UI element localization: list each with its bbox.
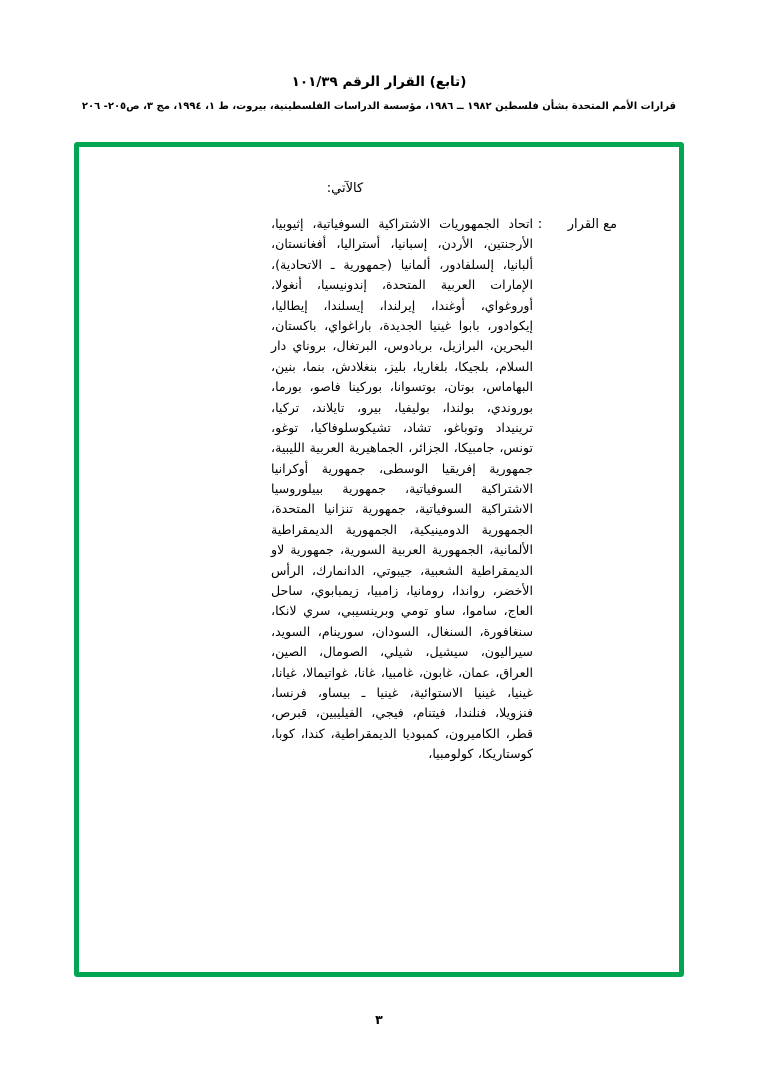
lead-line — [119, 181, 639, 196]
frame-inner — [79, 147, 679, 972]
content-frame — [74, 142, 684, 977]
entry-label: مع القرار — [567, 217, 617, 232]
country-list: اتحاد الجمهوريات الاشتراكية السوفياتية، إثيوبيا، الأرجنتين، الأردن، إسبانيا، أستراليا، أفغانستان، ألبانيا، إلسلفادور، ألمانيا (جمهورية ـ الاتحادية)، الإمارات العربية المتحدة، إندونيسيا، أنغولا، أوروغواي، أوغندا، إيرلندا، إيسلندا، إيطاليا، إيكوادور، بابوا غينيا الجديدة، باراغواي، باكستان، البحرين، البرازيل، بربادوس، البرتغال، بروناي دار السلام، بلجيكا، بلغاريا، بليز، بنغلادش، بنما، بنين، البهاماس، بوتان، بوتسوانا، بوركينا فاصو، بورما، بوروندي، بولندا، بوليفيا، بيرو، تايلاند، تركيا، ترينيداد وتوباغو، تشاد، تشيكوسلوفاكيا، توغو، تونس، جامبيكا، الجزائر، الجماهيرية العربية الليبية، جمهورية إفريقيا الوسطى، جمهورية أوكرانيا الاشتراكية السوفياتية، جمهورية بييلوروسيا الاشتراكية السوفياتية، جمهورية تنزانيا المتحدة، الجمهورية الدومينيكية، الجمهورية الديمقراطية الألمانية، الجمهورية العربية السورية، جمهورية لاو الديمقراطية الشعبية، جيبوتي، الدانمارك، الرأس الأخضر، رواندا، رومانيا، زامبيا، زيمبابوي، ساحل العاج، ساموا، ساو تومي وبرينسيبي، سري لانكا، سنغافورة، السنغال، السودان، سورينام، السويد، سيراليون، سيشيل، شيلي، الصومال، الصين، العراق، عمان، غابون، غامبيا، غانا، غواتيمالا، غيانا، غينيا، غينيا الاستوائية، غينيا ـ بيساو، فرنسا، فنزويلا، فنلندا، فيتنام، فيجي، الفيليبين، قبرص، قطر، الكاميرون، كمبوديا الديمقراطية، كندا، كوبا، كوستاريكا، كولومبيا، — [271, 216, 533, 762]
page-number: ٣ — [375, 1012, 383, 1027]
entry-colon: : — [537, 217, 543, 232]
document-header — [0, 72, 758, 114]
page-subtitle: قرارات الأمم المتحدة بشأن فلسطين ١٩٨٢ ــ ١٩٨٦، مؤسسة الدراسات الفلسطينية، بيروت، ط ١، ١٩٩٤، مج ٣، ص٢٠٥- ٢٠٦ — [81, 101, 677, 113]
lead-line-text: كالآتي: — [326, 181, 364, 196]
page-title: (تابع) القرار الرقم ١٠١/٣٩ — [291, 74, 467, 90]
vote-entry — [119, 214, 639, 765]
